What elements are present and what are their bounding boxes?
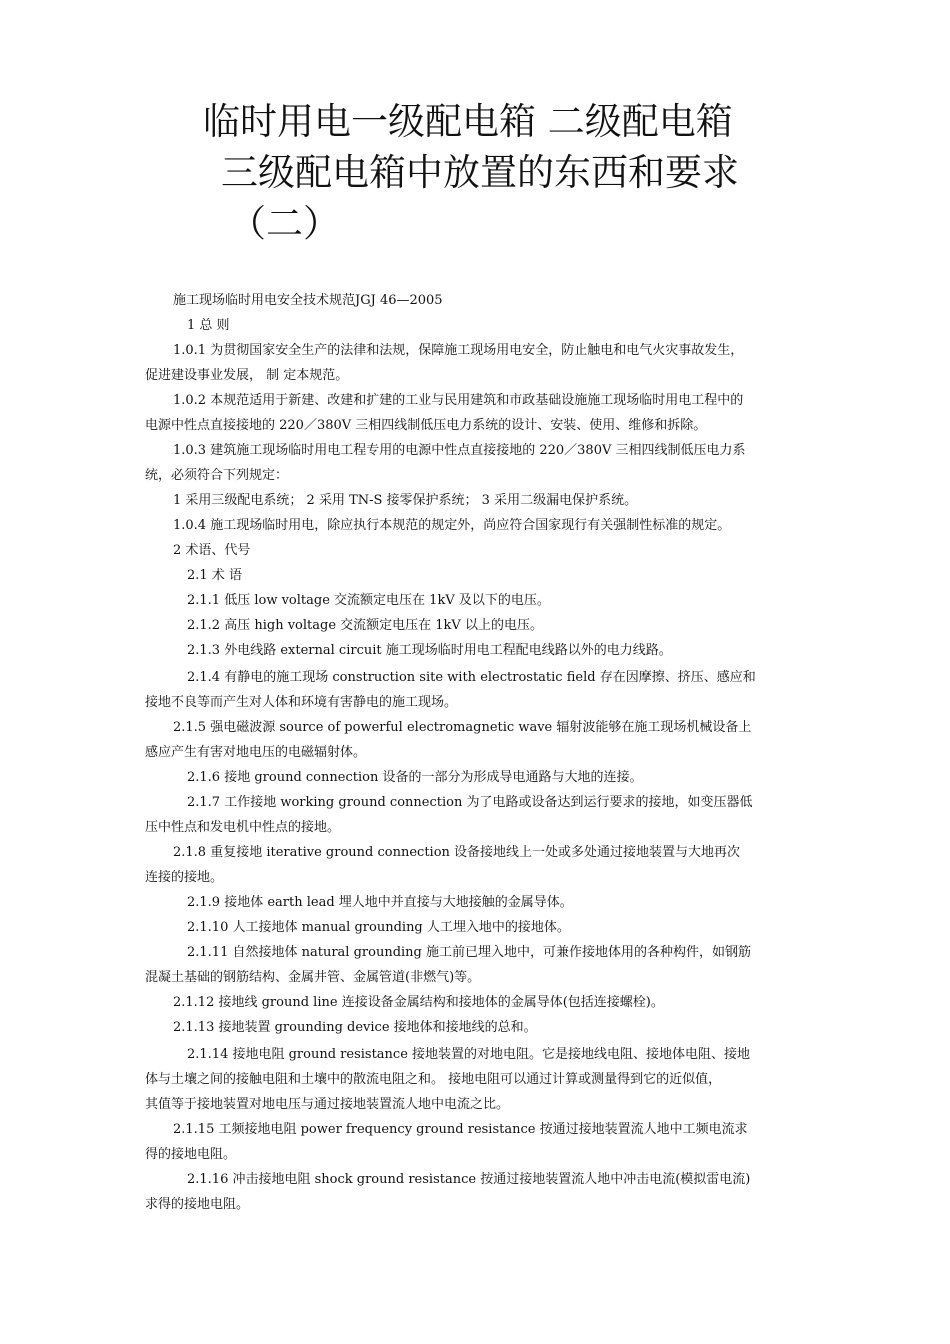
- term-line: 压中性点和发电机中性点的接地。: [145, 820, 341, 835]
- title-line-1: 临时用电一级配电箱 二级配电箱: [203, 100, 733, 143]
- term-line: 2.1.11 自然接地体 natural grounding 施工前已埋入地中，可兼作接地体用的各种构件，如钢筋: [187, 945, 752, 960]
- term-line: 2.1.12 接地线 ground line 连接设备金属结构和接地体的金属导体(包括连接螺栓)。: [173, 995, 664, 1010]
- term-line: 感应产生有害对地电压的电磁辐射体。: [145, 745, 367, 760]
- section-heading: 1 总 则: [187, 318, 230, 333]
- paragraph-line: 统，必须符合下列规定：: [145, 468, 289, 483]
- paragraph-line: 电源中性点直接接地的 220／380V 三相四线制低压电力系统的设计、安装、使用、维修和拆除。: [145, 418, 707, 433]
- term-line: 2.1.3 外电线路 external circuit 施工现场临时用电工程配电线路以外的电力线路。: [187, 643, 672, 658]
- paragraph-line: 1.0.1 为贯彻国家安全生产的法律和法规，保障施工现场用电安全，防止触电和电气火灾事故发生，: [173, 343, 744, 358]
- title-line-2: 三级配电箱中放置的东西和要求: [221, 151, 739, 194]
- term-line: 接地不良等而产生对人体和环境有害静电的施工现场。: [145, 695, 458, 710]
- term-line: 2.1.7 工作接地 working ground connection 为了电路或设备达到运行要求的接地，如变压器低: [187, 795, 753, 810]
- term-line: 2.1.2 高压 high voltage 交流额定电压在 1kV 以上的电压。: [187, 618, 543, 633]
- paragraph-line: 1.0.4 施工现场临时用电，除应执行本规范的规定外，尚应符合国家现行有关强制性标准的规定。: [173, 518, 731, 533]
- term-line: 2.1.8 重复接地 iterative ground connection 设备接地线上一处或多处通过接地装置与大地再次: [173, 845, 741, 860]
- term-line: 2.1.13 接地装置 grounding device 接地体和接地线的总和。: [173, 1020, 537, 1035]
- term-line: 其值等于接地装置对地电压与通过接地装置流人地中电流之比。: [145, 1097, 510, 1112]
- term-line: 得的接地电阻。: [145, 1147, 237, 1162]
- standard-name: 施工现场临时用电安全技术规范JGJ 46—2005: [173, 293, 443, 308]
- paragraph-line: 1 采用三级配电系统； 2 采用 TN-S 接零保护系统； 3 采用二级漏电保护系统。: [173, 493, 638, 508]
- paragraph-line: 1.0.2 本规范适用于新建、改建和扩建的工业与民用建筑和市政基础设施施工现场临时用电工程中的: [173, 393, 744, 408]
- term-line: 2.1.14 接地电阻 ground resistance 接地装置的对地电阻。它是接地线电阻、接地体电阻、接地: [187, 1047, 751, 1062]
- term-line: 2.1.15 工频接地电阻 power frequency ground resistance 按通过接地装置流人地中工频电流求: [173, 1122, 748, 1137]
- term-line: 2.1.10 人工接地体 manual grounding 人工埋入地中的接地体。: [187, 920, 570, 935]
- term-line: 2.1.9 接地体 earth lead 埋人地中并直接与大地接触的金属导体。: [187, 895, 573, 910]
- term-line: 体与土壤之间的接触电阻和土壤中的散流电阻之和。 接地电阻可以通过计算或测量得到它的近似值，: [145, 1072, 722, 1087]
- term-line: 混凝土基础的钢筋结构、金属井管、金属管道(非燃气)等。: [145, 970, 481, 985]
- term-line: 连接的接地。: [145, 870, 224, 885]
- subsection-heading: 2.1 术 语: [187, 568, 242, 583]
- document-body: [145, 288, 817, 1217]
- document-title: [150, 96, 810, 249]
- term-line: 2.1.1 低压 low voltage 交流额定电压在 1kV 及以下的电压。: [187, 593, 550, 608]
- paragraph-line: 1.0.3 建筑施工现场临时用电工程专用的电源中性点直接接地的 220／380V 三相四线制低压电力系: [173, 443, 746, 458]
- paragraph-line: 促进建设事业发展， 制 定本规范。: [145, 368, 349, 383]
- term-line: 求得的接地电阻。: [145, 1197, 250, 1212]
- term-line: 2.1.4 有静电的施工现场 construction site with electrostatic field 存在因摩擦、挤压、感应和: [187, 670, 756, 685]
- section-heading: 2 术语、代号: [173, 543, 251, 558]
- term-line: 2.1.5 强电磁波源 source of powerful electromagnetic wave 辐射波能够在施工现场机械设备上: [173, 720, 752, 735]
- title-line-3: （二）: [229, 202, 340, 245]
- term-line: 2.1.6 接地 ground connection 设备的一部分为形成导电通路与大地的连接。: [187, 770, 643, 785]
- term-line: 2.1.16 冲击接地电阻 shock ground resistance 按通过接地装置流人地中冲击电流(模拟雷电流): [187, 1172, 751, 1187]
